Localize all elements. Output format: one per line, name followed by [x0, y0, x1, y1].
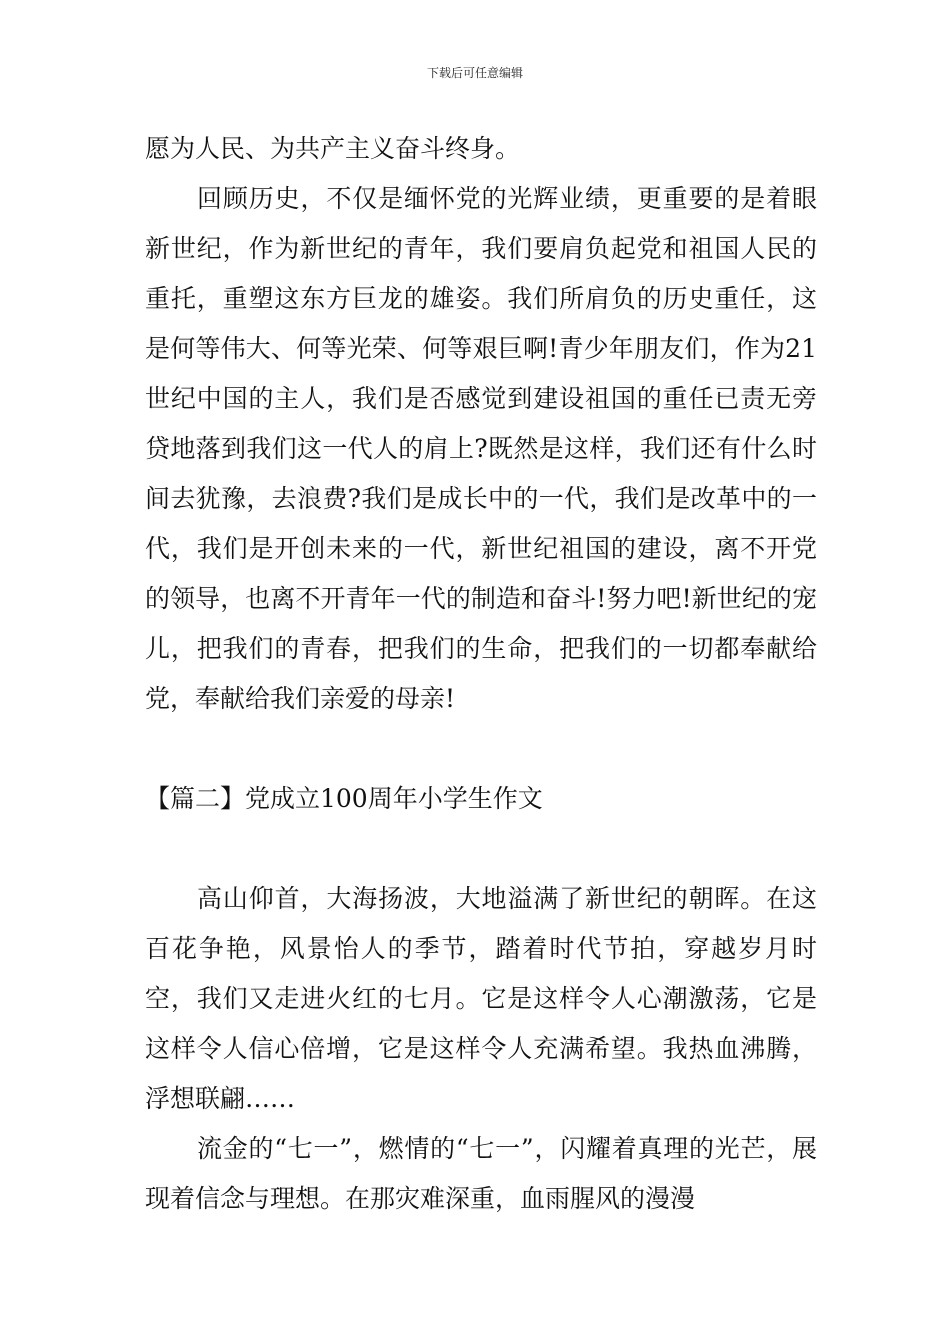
paragraph-4: 流金的“七一”，燃情的“七一”，闪耀着真理的光芒，展现着信念与理想。在那灾难深重，血雨腥风的漫漫 — [145, 1134, 817, 1213]
section-title: 【篇二】党成立100周年小学生作文 — [145, 784, 543, 813]
paragraph-1: 愿为人民、为共产主义奋斗终身。 — [145, 134, 521, 163]
paragraph-2: 回顾历史，不仅是缅怀党的光辉业绩，更重要的是着眼新世纪，作为新世纪的青年，我们要肩负起党和祖国人民的重托，重塑这东方巨龙的雄姿。我们所肩负的历史重任，这是何等伟大、何等光荣、何等艰巨啊!青少年朋友们，作为21世纪中国的主人，我们是否感觉到建设祖国的重任已责无旁贷地落到我们这一代人的肩上?既然是这样，我们还有什么时间去犹豫，去浪费?我们是成长中的一代，我们是改革中的一代，我们是开创未来的一代，新世纪祖国的建设，离不开党的领导，也离不开青年一代的制造和奋斗!努力吧!新世纪的宠儿，把我们的青春，把我们的生命，把我们的一切都奉献给党，奉献给我们亲爱的母亲! — [145, 184, 817, 713]
paragraph-3: 高山仰首，大海扬波，大地溢满了新世纪的朝晖。在这百花争艳，风景怡人的季节，踏着时代节拍，穿越岁月时空，我们又走进火红的七月。它是这样令人心潮激荡，它是这样令人信心倍增，它是这样令人充满希望。我热血沸腾，浮想联翩…… — [145, 884, 817, 1113]
document-body — [145, 124, 817, 1224]
page-header: 下载后可任意编辑 — [426, 66, 523, 80]
spacer — [145, 724, 817, 774]
spacer — [145, 824, 817, 874]
